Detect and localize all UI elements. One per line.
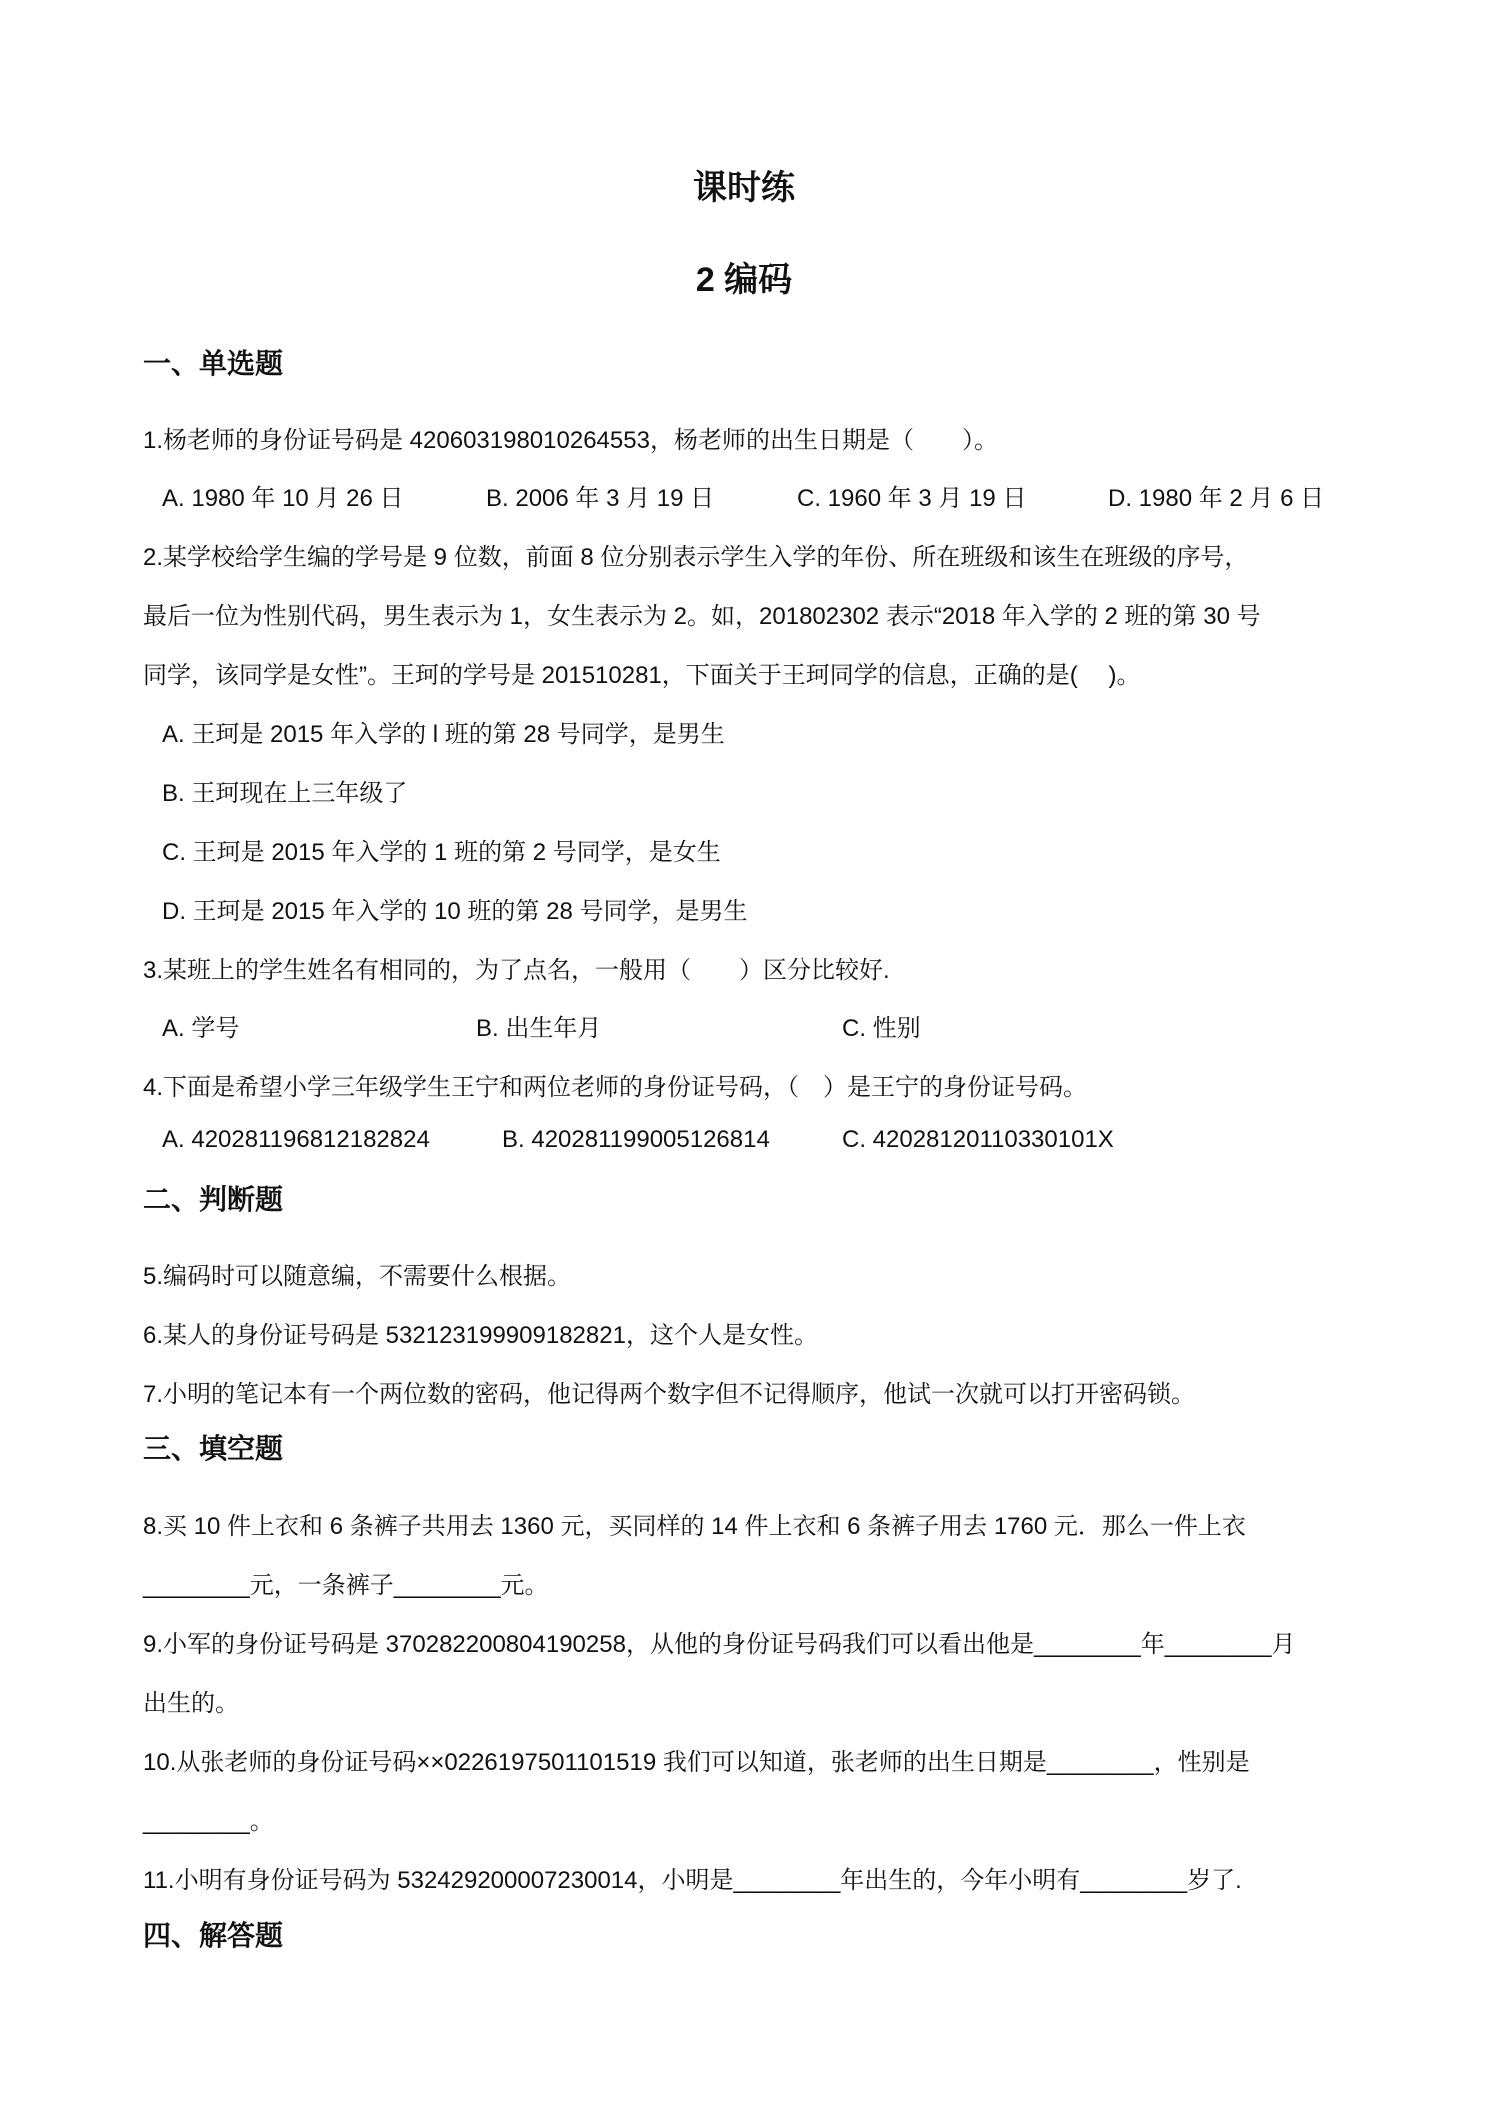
q1-option-c: C. 1960 年 3 月 19 日 — [797, 485, 1027, 512]
question-8-line-1: 8.买 10 件上衣和 6 条裤子共用去 1360 元，买同样的 14 件上衣和 6 条裤子用去 1760 元．那么一件上衣 — [143, 1513, 1246, 1540]
question-2-line-2: 最后一位为性别代码，男生表示为 1，女生表示为 2。如，201802302 表示“2018 年入学的 2 班的第 30 号 — [143, 603, 1261, 630]
q2-option-b: B. 王珂现在上三年级了 — [162, 780, 408, 807]
question-6: 6.某人的身份证号码是 532123199909182821，这个人是女性。 — [143, 1322, 818, 1349]
q1-option-a: A. 1980 年 10 月 26 日 — [162, 485, 404, 512]
q2-option-a: A. 王珂是 2015 年入学的 l 班的第 28 号同学，是男生 — [162, 721, 725, 748]
question-9-line-2: 出生的。 — [143, 1690, 239, 1717]
question-2-line-1: 2.某学校给学生编的学号是 9 位数，前面 8 位分别表示学生入学的年份、所在班级和该生在班级的序号， — [143, 544, 1249, 571]
q4-option-a: A. 420281196812182824 — [162, 1126, 430, 1153]
question-3: 3.某班上的学生姓名有相同的，为了点名，一般用（ ）区分比较好. — [143, 957, 890, 984]
question-8-line-2: ________元，一条裤子________元。 — [143, 1572, 549, 1599]
question-10-line-1: 10.从张老师的身份证号码××0226197501101519 我们可以知道，张老师的出生日期是________，性别是 — [143, 1749, 1250, 1776]
q3-option-c: C. 性别 — [842, 1015, 921, 1042]
question-5: 5.编码时可以随意编，不需要什么根据。 — [143, 1263, 572, 1290]
q4-option-c: C. 42028120110330101X — [842, 1126, 1114, 1153]
question-7: 7.小明的笔记本有一个两位数的密码，他记得两个数字但不记得顺序，他试一次就可以打开密码锁。 — [143, 1381, 1196, 1408]
q1-option-d: D. 1980 年 2 月 6 日 — [1108, 485, 1325, 512]
question-2-line-3: 同学，该同学是女性”。王珂的学号是 201510281，下面关于王珂同学的信息，正确的是( )。 — [143, 662, 1141, 689]
section-heading-fill-in: 三、填空题 — [143, 1433, 284, 1464]
question-11: 11.小明有身份证号码为 532429200007230014，小明是________年出生的，今年小明有________岁了. — [143, 1867, 1242, 1894]
q2-option-c: C. 王珂是 2015 年入学的 1 班的第 2 号同学，是女生 — [162, 839, 721, 866]
q3-option-a: A. 学号 — [162, 1015, 240, 1042]
question-4: 4.下面是希望小学三年级学生王宁和两位老师的身份证号码，（ ）是王宁的身份证号码。 — [143, 1074, 1088, 1101]
section-heading-single-choice: 一、单选题 — [143, 348, 284, 379]
page-title: 课时练 — [693, 169, 795, 207]
page-subtitle: 2 编码 — [695, 261, 793, 299]
section-heading-problem-solving: 四、解答题 — [143, 1920, 284, 1951]
question-1: 1.杨老师的身份证号码是 420603198010264553，杨老师的出生日期是（ ）。 — [143, 427, 998, 454]
q4-option-b: B. 420281199005126814 — [502, 1126, 770, 1153]
section-heading-true-false: 二、判断题 — [143, 1184, 284, 1215]
q3-option-b: B. 出生年月 — [476, 1015, 602, 1042]
q1-option-b: B. 2006 年 3 月 19 日 — [486, 485, 715, 512]
q2-option-d: D. 王珂是 2015 年入学的 10 班的第 28 号同学，是男生 — [162, 898, 748, 925]
question-9-line-1: 9.小军的身份证号码是 370282200804190258，从他的身份证号码我们可以看出他是________年________月 — [143, 1631, 1296, 1658]
question-10-line-2: ________。 — [143, 1808, 274, 1835]
